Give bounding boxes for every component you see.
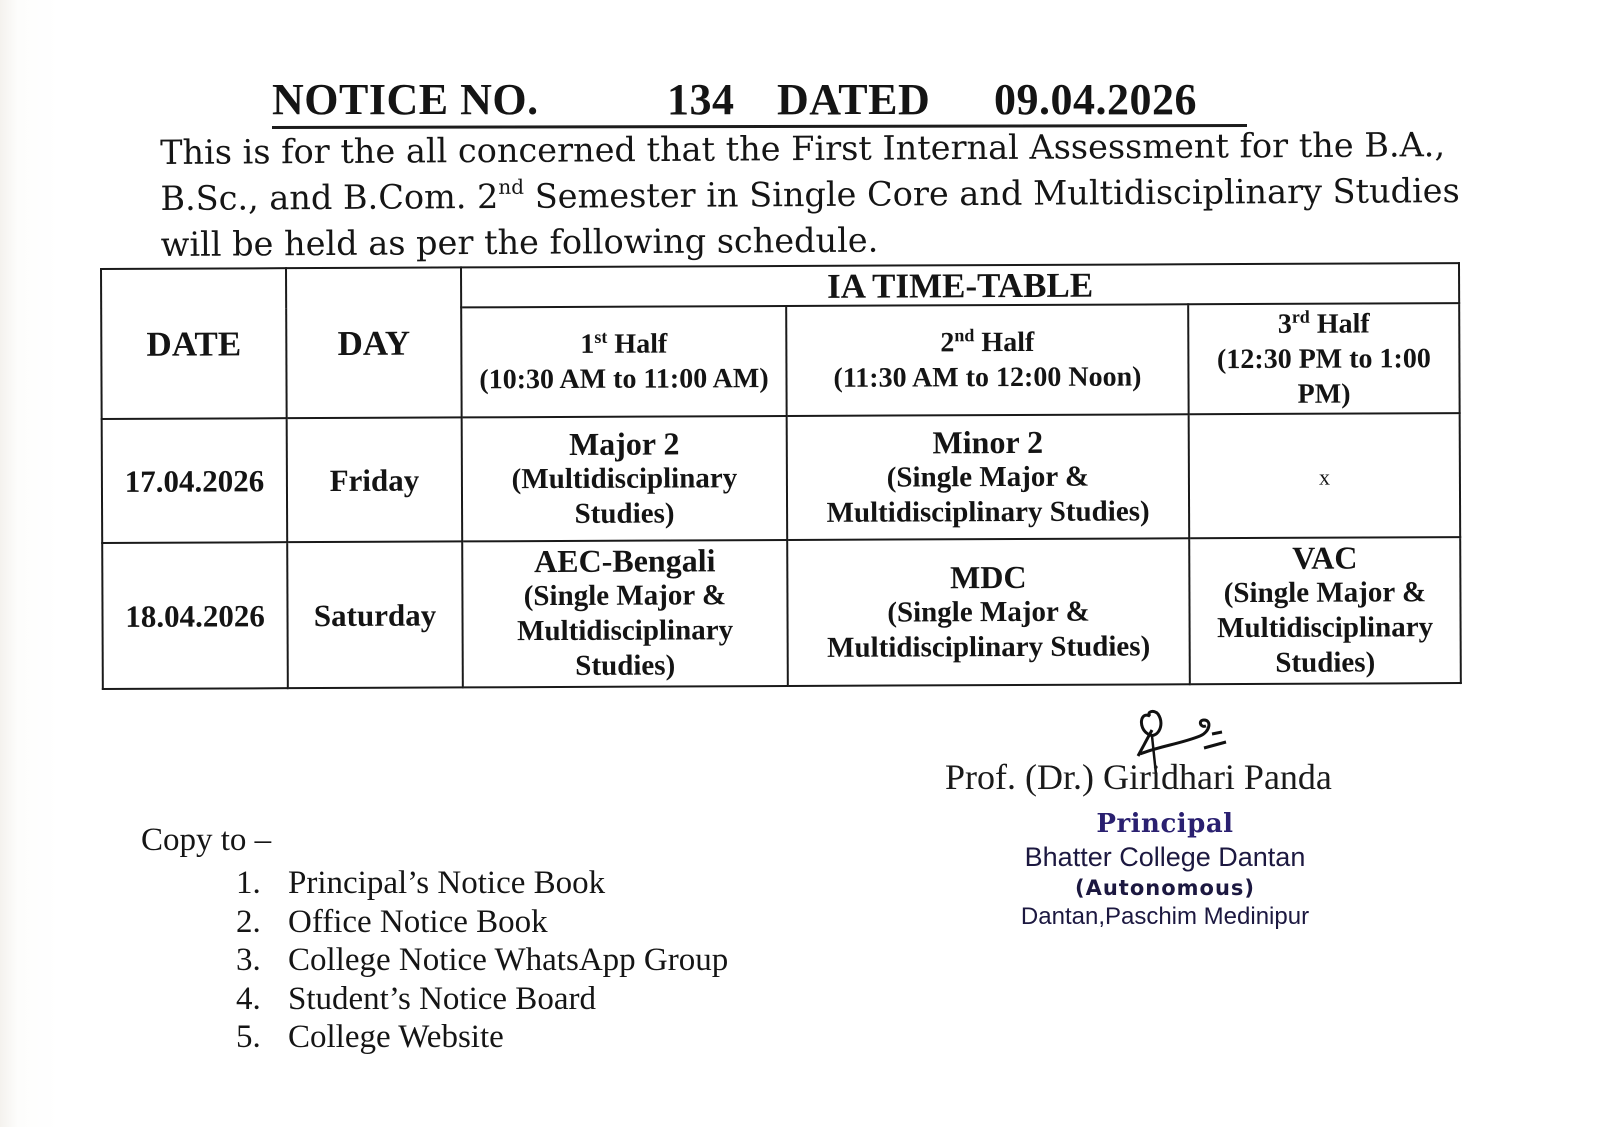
half-label: Half bbox=[607, 328, 668, 360]
header-second-half bbox=[786, 304, 1188, 416]
half-time: (12:30 PM to 1:00 PM) bbox=[1216, 342, 1431, 410]
slot-note: (Multidisciplinary Studies) bbox=[511, 461, 738, 530]
slot-note: (Single Major & Multidisciplinary Studies) bbox=[1217, 576, 1434, 679]
list-text: College Website bbox=[288, 1019, 504, 1055]
slot-first-half bbox=[462, 540, 788, 687]
copy-to-label: Copy to – bbox=[141, 822, 272, 858]
intro-line-1: This is for the all concerned that the First Internal Assessment for the B.A., bbox=[160, 125, 1446, 172]
slot-second-half bbox=[787, 538, 1190, 686]
list-item bbox=[236, 941, 728, 980]
row-date: 18.04.2026 bbox=[102, 542, 288, 689]
intro-line-2-start: B.Sc., and B.Com. 2 bbox=[160, 176, 499, 218]
intro-line-2 bbox=[160, 168, 1460, 222]
slot-first-half bbox=[462, 416, 788, 541]
stamp-place: Dantan,Paschim Medinipur bbox=[1020, 903, 1310, 930]
slot-subject: Major 2 bbox=[568, 424, 680, 462]
slot-third-half bbox=[1189, 413, 1461, 538]
intro-line-3: will be held as per the following schedule. bbox=[160, 220, 879, 264]
list-text: Principal’s Notice Book bbox=[288, 865, 606, 901]
half-label: Half bbox=[1309, 307, 1370, 340]
list-text: College Notice WhatsApp Group bbox=[288, 942, 729, 978]
half-time: (10:30 AM to 11:00 AM) bbox=[479, 363, 769, 396]
half-number: 1 bbox=[580, 328, 595, 360]
list-number: 3. bbox=[236, 942, 261, 978]
row-day: Saturday bbox=[287, 541, 463, 688]
list-number: 5. bbox=[236, 1019, 261, 1055]
row-date: 17.04.2026 bbox=[102, 418, 288, 543]
slot-note: (Single Major & Multidisciplinary Studies) bbox=[827, 595, 1151, 664]
notice-date: 09.04.2026 bbox=[994, 75, 1197, 124]
intro-line-2-end: Semester in Single Core and Multidisciplinary Studies bbox=[523, 171, 1460, 216]
list-number: 2. bbox=[236, 903, 261, 940]
half-number: 2 bbox=[940, 327, 955, 359]
half-suffix: rd bbox=[1291, 306, 1310, 327]
principal-stamp bbox=[980, 808, 1350, 932]
notice-number: 134 bbox=[667, 75, 735, 124]
table-row bbox=[102, 537, 1461, 689]
slot-note: (Single Major & Multidisciplinary Studies) bbox=[517, 579, 734, 682]
list-item bbox=[236, 903, 728, 942]
row-day: Friday bbox=[287, 417, 463, 542]
list-item bbox=[236, 1018, 728, 1057]
half-label: Half bbox=[974, 326, 1035, 359]
slot-note: (Single Major & Multidisciplinary Studies) bbox=[826, 460, 1150, 529]
slot-third-half bbox=[1189, 537, 1461, 684]
header-date: DATE bbox=[101, 268, 287, 419]
timetable-title-row bbox=[101, 263, 1459, 309]
list-number: 1. bbox=[236, 865, 261, 901]
intro-paragraph bbox=[160, 122, 1461, 268]
no-exam-mark: x bbox=[1318, 464, 1330, 490]
notice-heading bbox=[272, 74, 1247, 130]
slot-subject: MDC bbox=[950, 558, 1027, 595]
half-number: 3 bbox=[1277, 308, 1292, 340]
dated-label: DATED bbox=[777, 75, 931, 124]
stamp-role: Principal bbox=[1096, 809, 1234, 839]
slot-second-half bbox=[787, 414, 1190, 540]
intro-superscript: nd bbox=[498, 174, 525, 199]
table-row bbox=[102, 413, 1461, 543]
timetable-grid bbox=[100, 262, 1462, 690]
copy-to-list bbox=[236, 864, 728, 1057]
list-item bbox=[236, 864, 728, 903]
signatory-name: Prof. (Dr.) Giridhari Panda bbox=[945, 757, 1332, 797]
half-suffix: nd bbox=[954, 325, 975, 346]
slot-subject: AEC-Bengali bbox=[534, 542, 716, 580]
slot-subject: Minor 2 bbox=[932, 423, 1044, 460]
ia-timetable bbox=[100, 262, 1460, 688]
header-day: DAY bbox=[286, 267, 462, 418]
half-time: (11:30 AM to 12:00 Noon) bbox=[833, 361, 1142, 394]
half-suffix: st bbox=[594, 326, 608, 347]
stamp-college: Bhatter College Dantan bbox=[1024, 842, 1306, 872]
stamp-status: (Autonomous) bbox=[1075, 876, 1255, 900]
notice-label: NOTICE NO. bbox=[272, 75, 539, 124]
timetable-title: IA TIME-TABLE bbox=[461, 263, 1459, 307]
header-third-half bbox=[1188, 303, 1459, 414]
list-item bbox=[236, 980, 728, 1019]
header-first-half bbox=[461, 306, 786, 417]
slot-subject: VAC bbox=[1292, 539, 1358, 576]
list-text: Student’s Notice Board bbox=[288, 980, 596, 1017]
list-text: Office Notice Book bbox=[288, 903, 548, 940]
list-number: 4. bbox=[236, 980, 261, 1017]
